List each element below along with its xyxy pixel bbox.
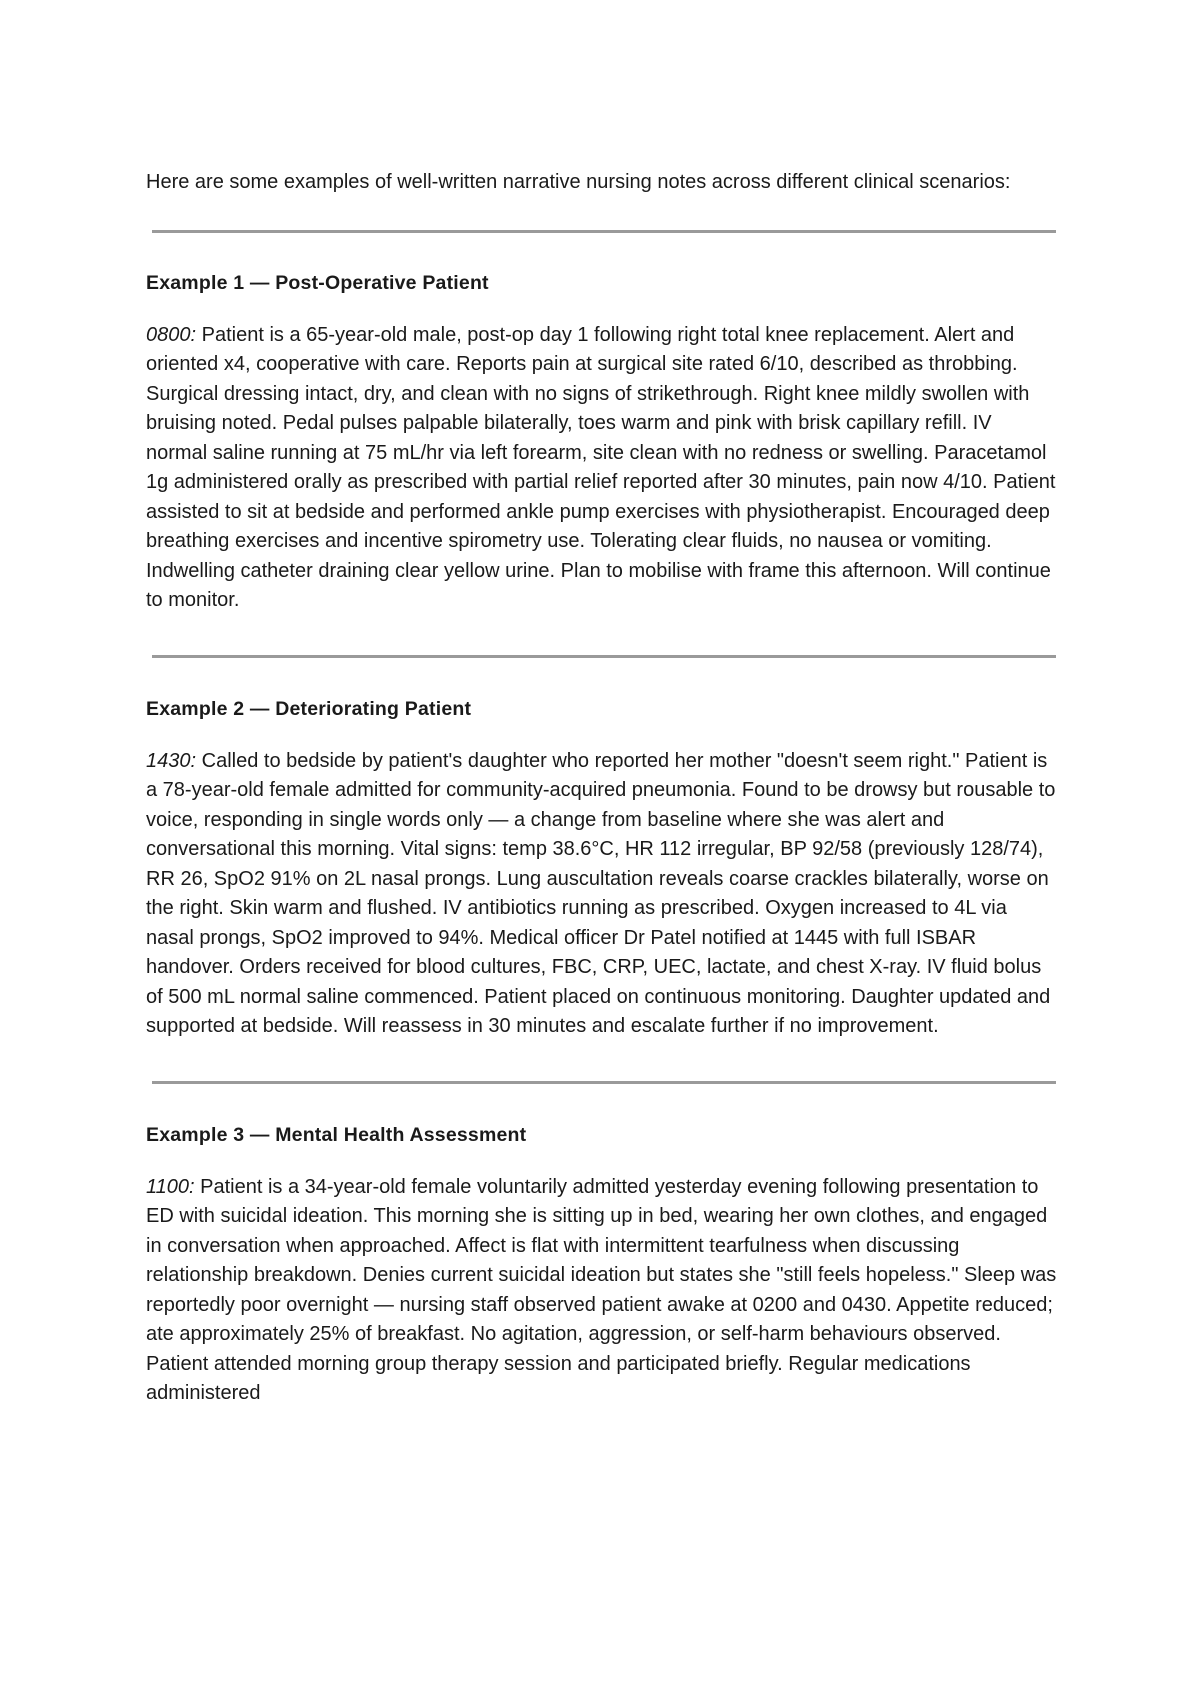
intro-paragraph: Here are some examples of well-written narrative nursing notes across different clinical scenarios: — [146, 171, 1011, 193]
document-page — [146, 168, 1058, 1409]
example-3-heading: Example 3 — Mental Health Assessment — [146, 1123, 527, 1146]
example-1-time: 0800: — [146, 323, 197, 346]
example-2-time: 1430: — [146, 749, 197, 772]
example-3-time: 1100: — [146, 1175, 195, 1198]
divider — [152, 1081, 1056, 1084]
divider — [152, 230, 1056, 233]
example-3-note — [146, 1173, 1058, 1409]
example-1-text: Patient is a 65-year-old male, post-op day 1 following right total knee replacement. Alert and oriented x4, cooperative with care. Reports pain at surgical site rated 6/10, described as throbbing. Surgical dressing intact, dry, and clean with no signs of strikethrough. Right knee mildly swollen with bruising noted. Pedal pulses palpable bilaterally, toes warm and pink with brisk capillary refill. IV normal saline running at 75 mL/hr via left forearm, site clean with no redness or swelling. Paracetamol 1g administered orally as prescribed with partial relief reported after 30 minutes, pain now 4/10. Patient assisted to sit at bedside and performed ankle pump exercises with physiotherapist. Encouraged deep breathing exercises and incentive spirometry use. Tolerating clear fluids, no nausea or vomiting. Indwelling catheter draining clear yellow urine. Plan to mobilise with frame this afternoon. Will continue to monitor. — [146, 323, 1056, 611]
example-2-note — [146, 747, 1058, 1042]
example-3-section — [146, 1121, 1058, 1409]
example-1-section — [146, 269, 1058, 616]
example-2-heading: Example 2 — Deteriorating Patient — [146, 697, 472, 720]
divider — [152, 655, 1056, 658]
example-1-heading: Example 1 — Post-Operative Patient — [146, 271, 489, 294]
example-3-text: Patient is a 34-year-old female voluntarily admitted yesterday evening following presentation to ED with suicidal ideation. This morning she is sitting up in bed, wearing her own clothes, and engaged in conversation when approached. Affect is flat with intermittent tearfulness when discussing relationship breakdown. Denies current suicidal ideation but states she "still feels hopeless." Sleep was reportedly poor overnight — nursing staff observed patient awake at 0200 and 0430. Appetite reduced; ate approximately 25% of breakfast. No agitation, aggression, or self-harm behaviours observed. Patient attended morning group therapy session and participated briefly. Regular medications administered — [146, 1175, 1057, 1404]
example-2-section — [146, 695, 1058, 1042]
example-1-note — [146, 321, 1058, 616]
example-2-text: Called to bedside by patient's daughter who reported her mother "doesn't seem right." Patient is a 78-year-old female admitted for community-acquired pneumonia. Found to be drowsy but rousable to voice, responding in single words only — a change from baseline where she was alert and conversational this morning. Vital signs: temp 38.6°C, HR 112 irregular, BP 92/58 (previously 128/74), RR 26, SpO2 91% on 2L nasal prongs. Lung auscultation reveals coarse crackles bilaterally, worse on the right. Skin warm and flushed. IV antibiotics running as prescribed. Oxygen increased to 4L via nasal prongs, SpO2 improved to 94%. Medical officer Dr Patel notified at 1445 with full ISBAR handover. Orders received for blood cultures, FBC, CRP, UEC, lactate, and chest X-ray. IV fluid bolus of 500 mL normal saline commenced. Patient placed on continuous monitoring. Daughter updated and supported at bedside. Will reassess in 30 minutes and escalate further if no improvement. — [146, 749, 1056, 1037]
